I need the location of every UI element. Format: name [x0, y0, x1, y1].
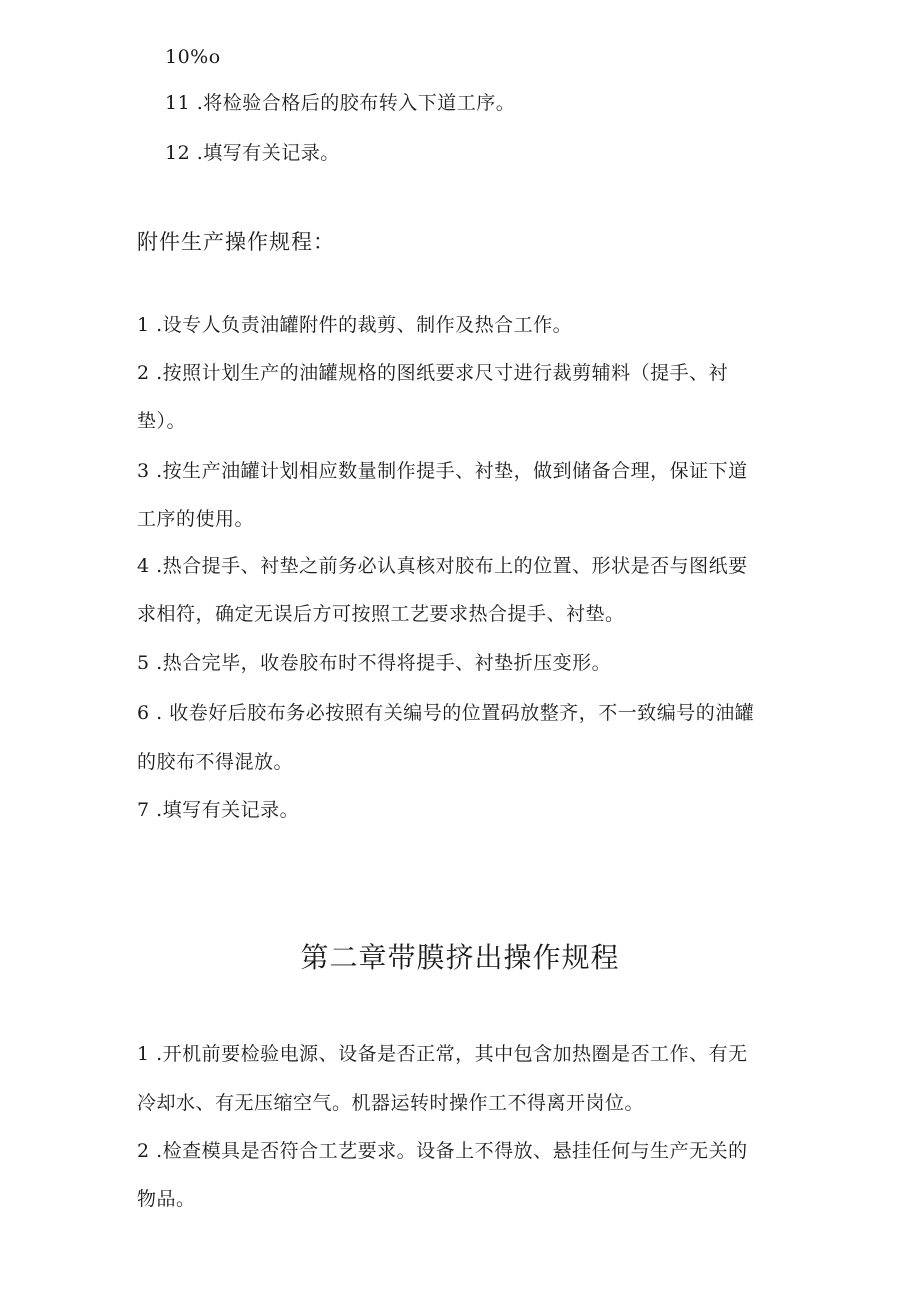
chapter-item-1-line-2: 冷却水、有无压缩空气。机器运转时操作工不得离开岗位。: [137, 1092, 645, 1114]
accessory-item-2-line-2: 垫）。: [137, 410, 187, 432]
chapter-title: 第二章带膜挤出操作规程: [300, 941, 620, 974]
accessory-item-6-line-1: 6 . 收卷好后胶布务必按照有关编号的位置码放整齐，不一致编号的油罐: [137, 702, 755, 724]
accessory-item-3-line-1: 3 .按生产油罐计划相应数量制作提手、衬垫，做到储备合理，保证下道: [137, 460, 748, 482]
accessory-item-4-line-1: 4 .热合提手、衬垫之前务必认真核对胶布上的位置、形状是否与图纸要: [137, 555, 748, 577]
chapter-item-2-line-2: 物品。: [137, 1188, 196, 1210]
section-heading-accessory: 附件生产操作规程：: [137, 230, 335, 254]
accessory-item-1-line-1: 1 .设专人负责油罐附件的裁剪、制作及热合工作。: [137, 314, 573, 336]
accessory-item-4-line-2: 求相符，确定无误后方可按照工艺要求热合提手、衬垫。: [137, 603, 625, 625]
accessory-item-6-line-2: 的胶布不得混放。: [137, 751, 294, 773]
list-item-11: 11 .将检验合格后的胶布转入下道工序。: [165, 92, 516, 114]
list-item-12: 12 .填写有关记录。: [165, 142, 340, 164]
percent-fragment-line: 10%o: [165, 46, 221, 68]
accessory-item-3-line-2: 工序的使用。: [137, 508, 255, 530]
accessory-item-2-line-1: 2 .按照计划生产的油罐规格的图纸要求尺寸进行裁剪辅料（提手、衬: [137, 362, 729, 384]
chapter-item-1-line-1: 1 .开机前要检验电源、设备是否正常，其中包含加热圈是否工作、有无: [137, 1043, 748, 1065]
accessory-item-5-line-1: 5 .热合完毕，收卷胶布时不得将提手、衬垫折压变形。: [137, 652, 612, 674]
accessory-item-7-line-1: 7 .填写有关记录。: [137, 799, 300, 821]
chapter-item-2-line-1: 2 .检查模具是否符合工艺要求。设备上不得放、悬挂任何与生产无关的: [137, 1140, 748, 1162]
